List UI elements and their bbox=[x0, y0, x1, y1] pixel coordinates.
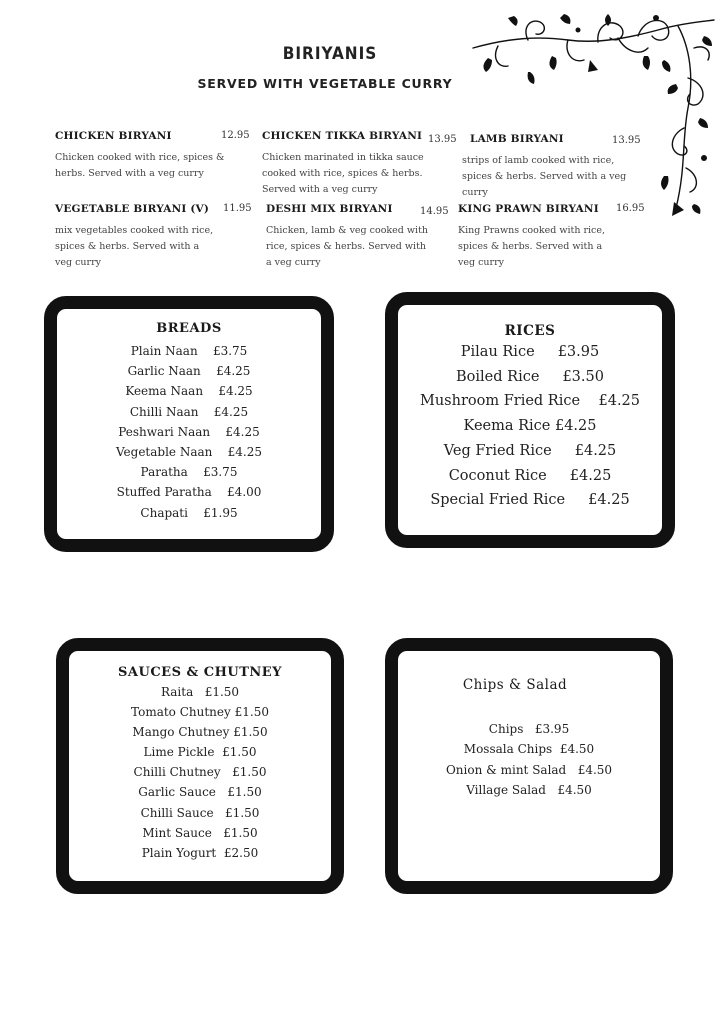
dish-description: strips of lamb cooked with rice, spices & herbs. Served with a veg curry bbox=[462, 155, 627, 198]
item-name: Paratha bbox=[140, 465, 188, 480]
item-name: Village Salad bbox=[466, 782, 546, 797]
menu-item bbox=[398, 414, 662, 439]
item-price: £1.50 bbox=[222, 745, 257, 760]
page-subtitle: SERVED WITH VEGETABLE CURRY bbox=[197, 76, 453, 91]
dish-name: VEGETABLE BIRYANI (V) bbox=[55, 203, 210, 215]
dish-chicken-tikka-biryani bbox=[262, 130, 462, 198]
item-name: Chilli Sauce bbox=[140, 805, 214, 820]
menu-item bbox=[398, 780, 660, 800]
breads-title: BREADS bbox=[156, 321, 222, 336]
item-price: £3.95 bbox=[557, 344, 600, 360]
dish-name: DESHI MIX BIRYANI bbox=[266, 203, 393, 215]
item-name: Mango Chutney bbox=[132, 725, 230, 740]
item-name: Mushroom Fried Rice bbox=[419, 393, 581, 410]
dish-price: 13.95 bbox=[612, 135, 641, 146]
item-name: Chapati bbox=[140, 505, 188, 520]
menu-item bbox=[57, 402, 321, 422]
menu-item bbox=[69, 823, 331, 843]
item-price: £4.50 bbox=[577, 762, 613, 777]
menu-item bbox=[398, 389, 662, 414]
menu-item bbox=[398, 760, 660, 780]
chips-salad-panel bbox=[385, 638, 673, 894]
dish-price: 14.95 bbox=[420, 206, 449, 217]
item-name: Plain Naan bbox=[130, 344, 198, 358]
menu-item bbox=[57, 422, 321, 442]
dish-price: 12.95 bbox=[221, 130, 250, 141]
dish-name: CHICKEN BIRYANI bbox=[55, 130, 172, 142]
item-name: Stuffed Paratha bbox=[116, 485, 212, 500]
item-price: £3.95 bbox=[534, 722, 570, 736]
menu-item bbox=[57, 341, 321, 361]
item-price: £4.25 bbox=[218, 384, 253, 399]
item-price: £1.50 bbox=[232, 765, 267, 780]
item-name: Onion & mint Salad bbox=[445, 762, 567, 777]
menu-item bbox=[398, 488, 662, 513]
sauces-chutney-panel bbox=[56, 638, 344, 894]
item-name: Veg Fried Rice bbox=[443, 442, 552, 459]
rices-panel bbox=[385, 292, 675, 548]
menu-item bbox=[57, 482, 321, 502]
item-name: Peshwari Naan bbox=[118, 424, 211, 439]
menu-item bbox=[398, 340, 662, 365]
item-name: Chilli Naan bbox=[129, 404, 199, 419]
menu-item bbox=[69, 682, 331, 702]
menu-item bbox=[69, 742, 331, 762]
item-name: Garlic Naan bbox=[127, 364, 201, 379]
item-name: Special Fried Rice bbox=[430, 492, 566, 509]
item-price: £4.25 bbox=[598, 393, 641, 410]
item-name: Mossala Chips bbox=[463, 742, 553, 757]
menu-item bbox=[69, 843, 331, 863]
item-price: £4.25 bbox=[213, 404, 249, 419]
item-price: £1.50 bbox=[223, 825, 258, 840]
item-name: Pilau Rice bbox=[460, 344, 535, 360]
dish-price: 11.95 bbox=[223, 203, 252, 214]
item-price: £4.25 bbox=[574, 442, 617, 459]
item-price: £4.25 bbox=[225, 424, 260, 439]
item-price: £4.25 bbox=[569, 467, 612, 484]
item-price: £1.50 bbox=[233, 725, 268, 740]
item-price: £3.75 bbox=[212, 344, 248, 358]
item-name: Chips bbox=[488, 722, 524, 736]
item-price: £4.25 bbox=[554, 418, 597, 435]
item-name: Mint Sauce bbox=[142, 825, 212, 840]
dish-king-prawn-biryani bbox=[458, 203, 658, 271]
menu-item bbox=[69, 702, 331, 722]
dish-description: Chicken, lamb & veg cooked with rice, spices & herbs. Served with a veg curry bbox=[266, 225, 429, 268]
menu-item bbox=[398, 464, 662, 489]
dish-price: 13.95 bbox=[428, 134, 457, 145]
menu-item bbox=[398, 719, 660, 739]
dish-price: 16.95 bbox=[616, 203, 645, 214]
dish-deshi-mix-biryani bbox=[266, 203, 466, 271]
item-name: Lime Pickle bbox=[143, 745, 215, 760]
menu-item bbox=[69, 722, 331, 742]
item-price: £3.75 bbox=[203, 465, 238, 480]
menu-item bbox=[398, 739, 660, 759]
menu-item bbox=[69, 803, 331, 823]
menu-item bbox=[398, 439, 662, 464]
item-name: Garlic Sauce bbox=[138, 785, 216, 800]
dish-chicken-biryani bbox=[55, 130, 255, 182]
menu-item bbox=[398, 365, 662, 390]
item-price: £4.25 bbox=[216, 364, 251, 379]
dish-name: LAMB BIRYANI bbox=[470, 133, 564, 145]
menu-item bbox=[57, 442, 321, 462]
item-name: Keema Rice bbox=[463, 418, 551, 435]
menu-item bbox=[57, 381, 321, 401]
item-name: Raita bbox=[160, 685, 194, 699]
dish-description: mix vegetables cooked with rice, spices & herbs. Served with a veg curry bbox=[55, 225, 214, 268]
item-price: £4.25 bbox=[227, 445, 263, 460]
dish-lamb-biryani bbox=[462, 133, 662, 201]
menu-item bbox=[57, 462, 321, 482]
item-price: £4.25 bbox=[588, 492, 630, 509]
item-name: Plain Yogurt bbox=[141, 845, 217, 860]
menu-item bbox=[57, 503, 321, 523]
item-name: Keema Naan bbox=[125, 384, 204, 399]
item-price: £4.50 bbox=[559, 742, 595, 757]
item-name: Vegetable Naan bbox=[115, 445, 213, 460]
dish-description: Chicken cooked with rice, spices & herbs. Served with a veg curry bbox=[55, 152, 225, 179]
item-price: £1.50 bbox=[225, 805, 260, 820]
menu-item bbox=[57, 361, 321, 381]
item-name: Boiled Rice bbox=[456, 368, 540, 385]
chips-title: Chips & Salad bbox=[462, 677, 568, 693]
item-price: £1.50 bbox=[234, 705, 269, 720]
item-name: Coconut Rice bbox=[448, 467, 547, 484]
item-name: Chilli Chutney bbox=[133, 765, 221, 780]
sauces-title: SAUCES & CHUTNEY bbox=[118, 665, 282, 680]
item-price: £3.50 bbox=[562, 368, 604, 385]
item-price: £1.50 bbox=[227, 785, 262, 800]
breads-panel bbox=[44, 296, 334, 552]
menu-item bbox=[69, 782, 331, 802]
item-price: £4.00 bbox=[227, 485, 262, 500]
item-price: £1.50 bbox=[204, 685, 240, 699]
item-price: £1.95 bbox=[203, 505, 238, 520]
item-name: Tomato Chutney bbox=[131, 705, 231, 720]
item-price: £4.50 bbox=[557, 782, 592, 797]
dish-description: Chicken marinated in tikka sauce cooked with rice, spices & herbs. Served with a veg curry bbox=[262, 152, 424, 195]
dish-description: King Prawns cooked with rice, spices & herbs. Served with a veg curry bbox=[458, 225, 606, 268]
page-title: BIRIYANIS bbox=[282, 44, 378, 64]
item-price: £2.50 bbox=[223, 845, 259, 860]
dish-name: CHICKEN TIKKA BIRYANI bbox=[262, 130, 423, 142]
menu-item bbox=[69, 762, 331, 782]
dish-name: KING PRAWN BIRYANI bbox=[458, 203, 599, 215]
rices-title: RICES bbox=[504, 323, 556, 339]
dish-vegetable-biryani bbox=[55, 203, 255, 271]
